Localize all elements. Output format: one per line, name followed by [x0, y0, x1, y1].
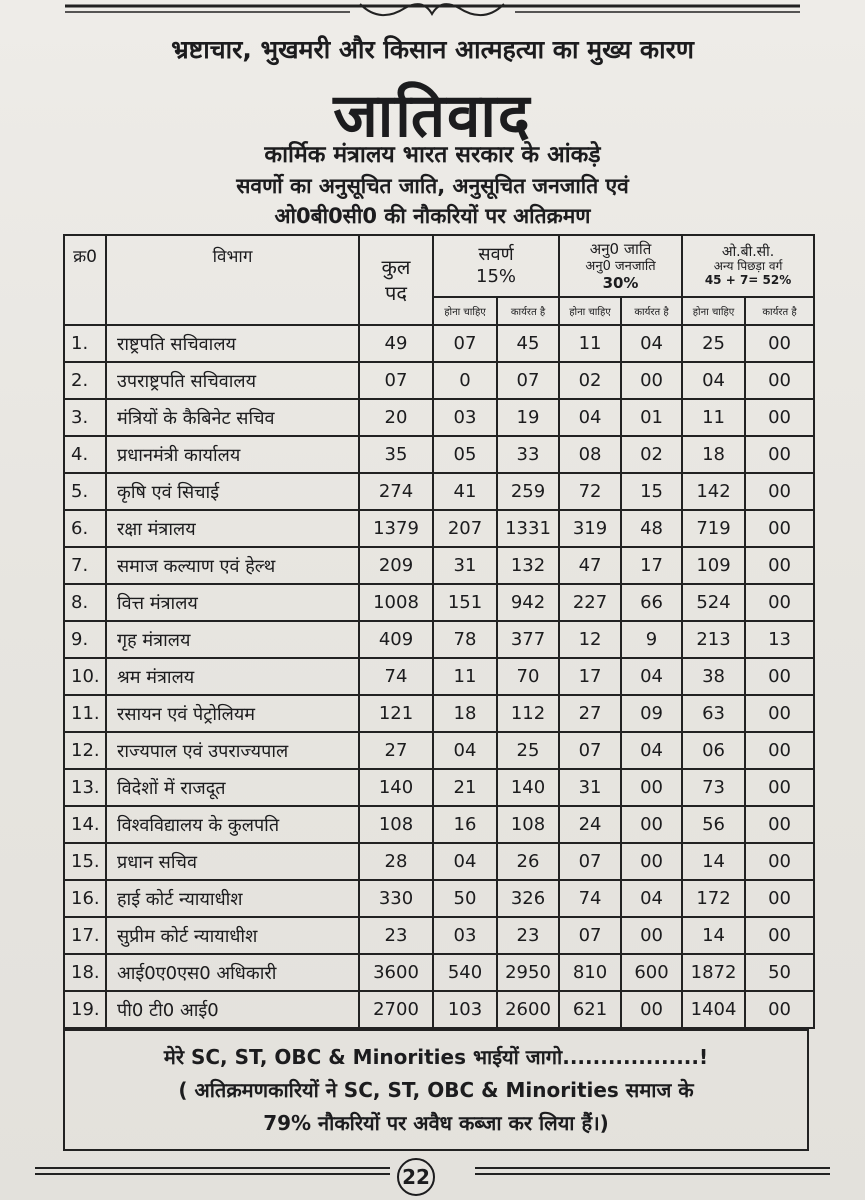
cell-savarna-working: 112 — [497, 695, 559, 732]
cell-sc-working: 04 — [621, 658, 682, 695]
cell-sn: 1. — [64, 325, 106, 362]
data-source: कार्मिक मंत्रालय भारत सरकार के आंकड़े — [264, 142, 601, 168]
table-row — [64, 880, 814, 917]
description-line-2: ओ0बी0सी0 की नौकरियों पर अतिक्रमण — [274, 204, 591, 228]
cell-sc-working: 00 — [621, 362, 682, 399]
cell-sc-should-be: 17 — [559, 658, 621, 695]
cell-total-posts: 28 — [359, 843, 433, 880]
cell-sn: 10. — [64, 658, 106, 695]
cell-obc-should-be: 04 — [682, 362, 745, 399]
cell-sc-working: 66 — [621, 584, 682, 621]
cell-sc-working: 04 — [621, 880, 682, 917]
cell-sn: 17. — [64, 917, 106, 954]
cell-obc-working: 00 — [745, 769, 814, 806]
cell-obc-working: 00 — [745, 325, 814, 362]
cell-total-posts: 35 — [359, 436, 433, 473]
cell-department: प्रधानमंत्री कार्यालय — [106, 436, 359, 473]
page-title: जातिवाद — [333, 81, 532, 151]
cell-total-posts: 23 — [359, 917, 433, 954]
table-body — [64, 325, 814, 1028]
cell-savarna-should-be: 0 — [433, 362, 497, 399]
cell-department: सुप्रीम कोर्ट न्यायाधीश — [106, 917, 359, 954]
table-row — [64, 362, 814, 399]
header-savarna-percent: 15% — [476, 266, 517, 287]
cell-department: उपराष्ट्रपति सचिवालय — [106, 362, 359, 399]
cell-sc-should-be: 227 — [559, 584, 621, 621]
cell-sn: 16. — [64, 880, 106, 917]
top-ornament — [60, 0, 805, 30]
cell-sn: 8. — [64, 584, 106, 621]
cell-obc-should-be: 213 — [682, 621, 745, 658]
cell-sc-working: 00 — [621, 917, 682, 954]
header-obc-line1: ओ.बी.सी. — [721, 244, 775, 260]
cell-sc-should-be: 31 — [559, 769, 621, 806]
cell-total-posts: 330 — [359, 880, 433, 917]
cell-sc-should-be: 07 — [559, 917, 621, 954]
cell-sn: 5. — [64, 473, 106, 510]
cell-obc-working: 00 — [745, 584, 814, 621]
cell-obc-working: 00 — [745, 843, 814, 880]
header-sc-percent: 30% — [602, 273, 639, 292]
header-total-posts — [359, 235, 433, 325]
cell-sn: 7. — [64, 547, 106, 584]
subheader-savarna-working: कार्यरत है — [497, 297, 559, 325]
table-row — [64, 954, 814, 991]
cell-obc-working: 00 — [745, 991, 814, 1028]
cell-savarna-working: 23 — [497, 917, 559, 954]
cell-obc-should-be: 73 — [682, 769, 745, 806]
cell-savarna-should-be: 18 — [433, 695, 497, 732]
cell-total-posts: 409 — [359, 621, 433, 658]
cell-obc-working: 00 — [745, 399, 814, 436]
cell-savarna-should-be: 07 — [433, 325, 497, 362]
cell-sc-working: 09 — [621, 695, 682, 732]
cell-savarna-should-be: 50 — [433, 880, 497, 917]
cell-savarna-working: 377 — [497, 621, 559, 658]
cell-total-posts: 209 — [359, 547, 433, 584]
table-row — [64, 732, 814, 769]
cell-obc-working: 00 — [745, 436, 814, 473]
cell-obc-working: 50 — [745, 954, 814, 991]
table-row — [64, 325, 814, 362]
cell-total-posts: 20 — [359, 399, 433, 436]
cell-sc-should-be: 02 — [559, 362, 621, 399]
cell-savarna-working: 45 — [497, 325, 559, 362]
cell-sc-should-be: 08 — [559, 436, 621, 473]
subheader-obc-should-be: होना चाहिए — [682, 297, 745, 325]
cell-obc-should-be: 172 — [682, 880, 745, 917]
cell-sc-working: 00 — [621, 769, 682, 806]
cell-sn: 11. — [64, 695, 106, 732]
cell-total-posts: 108 — [359, 806, 433, 843]
page-subtitle: भ्रष्टाचार, भुखमरी और किसान आत्महत्या का मुख्य कारण — [171, 35, 694, 64]
header-sc-st — [559, 235, 682, 297]
cell-savarna-working: 108 — [497, 806, 559, 843]
footer-message-box — [63, 1029, 809, 1151]
header-obc-percent: 45 + 7= 52% — [704, 273, 792, 287]
header-sc-line2: अनु0 जनजाति — [585, 258, 656, 274]
table-row — [64, 806, 814, 843]
cell-sn: 4. — [64, 436, 106, 473]
cell-savarna-working: 2600 — [497, 991, 559, 1028]
cell-department: राष्ट्रपति सचिवालय — [106, 325, 359, 362]
cell-sn: 3. — [64, 399, 106, 436]
table-row — [64, 769, 814, 806]
subheader-sc-working: कार्यरत है — [621, 297, 682, 325]
cell-sc-should-be: 07 — [559, 843, 621, 880]
cell-savarna-should-be: 04 — [433, 732, 497, 769]
cell-savarna-should-be: 31 — [433, 547, 497, 584]
header-total-line2: पद — [385, 281, 407, 305]
cell-department: रक्षा मंत्रालय — [106, 510, 359, 547]
header-obc — [682, 235, 814, 297]
cell-total-posts: 2700 — [359, 991, 433, 1028]
cell-savarna-should-be: 21 — [433, 769, 497, 806]
cell-sc-should-be: 319 — [559, 510, 621, 547]
cell-obc-should-be: 18 — [682, 436, 745, 473]
table-row — [64, 658, 814, 695]
cell-sn: 18. — [64, 954, 106, 991]
cell-obc-working: 00 — [745, 917, 814, 954]
header-department: विभाग — [106, 235, 359, 325]
cell-department: रसायन एवं पेट्रोलियम — [106, 695, 359, 732]
cell-sn: 19. — [64, 991, 106, 1028]
cell-savarna-should-be: 11 — [433, 658, 497, 695]
cell-savarna-should-be: 103 — [433, 991, 497, 1028]
cell-sc-should-be: 04 — [559, 399, 621, 436]
cell-savarna-working: 26 — [497, 843, 559, 880]
cell-obc-should-be: 25 — [682, 325, 745, 362]
cell-obc-working: 13 — [745, 621, 814, 658]
cell-obc-should-be: 14 — [682, 843, 745, 880]
cell-sc-working: 48 — [621, 510, 682, 547]
cell-obc-should-be: 1872 — [682, 954, 745, 991]
footer-line-3: 79% नौकरियों पर अवैध कब्जा कर लिया हैं।) — [263, 1111, 609, 1135]
cell-sn: 9. — [64, 621, 106, 658]
cell-sn: 13. — [64, 769, 106, 806]
cell-total-posts: 274 — [359, 473, 433, 510]
cell-savarna-working: 326 — [497, 880, 559, 917]
cell-savarna-working: 259 — [497, 473, 559, 510]
cell-savarna-working: 19 — [497, 399, 559, 436]
cell-total-posts: 121 — [359, 695, 433, 732]
cell-department: राज्यपाल एवं उपराज्यपाल — [106, 732, 359, 769]
cell-sn: 2. — [64, 362, 106, 399]
cell-sn: 6. — [64, 510, 106, 547]
cell-savarna-should-be: 04 — [433, 843, 497, 880]
table-row — [64, 399, 814, 436]
cell-total-posts: 49 — [359, 325, 433, 362]
cell-department: वित्त मंत्रालय — [106, 584, 359, 621]
cell-department: विदेशों में राजदूत — [106, 769, 359, 806]
table-row — [64, 510, 814, 547]
cell-savarna-should-be: 78 — [433, 621, 497, 658]
cell-sc-should-be: 74 — [559, 880, 621, 917]
cell-savarna-should-be: 03 — [433, 399, 497, 436]
cell-total-posts: 27 — [359, 732, 433, 769]
cell-obc-should-be: 11 — [682, 399, 745, 436]
cell-obc-working: 00 — [745, 695, 814, 732]
cell-obc-working: 00 — [745, 510, 814, 547]
cell-department: आई0ए0एस0 अधिकारी — [106, 954, 359, 991]
cell-department: मंत्रियों के कैबिनेट सचिव — [106, 399, 359, 436]
cell-sc-working: 600 — [621, 954, 682, 991]
header-savarna-label: सवर्ण — [478, 244, 514, 265]
header-obc-line2: अन्य पिछड़ा वर्ग — [713, 259, 783, 273]
cell-savarna-should-be: 207 — [433, 510, 497, 547]
cell-sc-working: 04 — [621, 325, 682, 362]
table-row — [64, 547, 814, 584]
table-row — [64, 584, 814, 621]
cell-savarna-should-be: 151 — [433, 584, 497, 621]
cell-department: हाई कोर्ट न्यायाधीश — [106, 880, 359, 917]
cell-sc-should-be: 11 — [559, 325, 621, 362]
cell-sc-should-be: 07 — [559, 732, 621, 769]
cell-savarna-working: 25 — [497, 732, 559, 769]
cell-obc-working: 00 — [745, 362, 814, 399]
header-total-line1: कुल — [381, 255, 411, 279]
cell-sc-should-be: 810 — [559, 954, 621, 991]
cell-total-posts: 74 — [359, 658, 433, 695]
cell-department: प्रधान सचिव — [106, 843, 359, 880]
cell-obc-working: 00 — [745, 806, 814, 843]
cell-savarna-working: 07 — [497, 362, 559, 399]
cell-obc-should-be: 63 — [682, 695, 745, 732]
header-savarna — [433, 235, 559, 297]
cell-sc-should-be: 47 — [559, 547, 621, 584]
cell-savarna-working: 140 — [497, 769, 559, 806]
table-row — [64, 917, 814, 954]
cell-department: विश्वविद्यालय के कुलपति — [106, 806, 359, 843]
footer-line-1: मेरे SC, ST, OBC & Minorities भाईयों जागो..................! — [163, 1045, 709, 1069]
table-row — [64, 991, 814, 1028]
header-sn: क्र0 — [64, 235, 106, 325]
cell-sc-should-be: 24 — [559, 806, 621, 843]
table-row — [64, 621, 814, 658]
cell-obc-should-be: 719 — [682, 510, 745, 547]
cell-obc-should-be: 06 — [682, 732, 745, 769]
cell-total-posts: 1379 — [359, 510, 433, 547]
cell-savarna-working: 2950 — [497, 954, 559, 991]
cell-department: श्रम मंत्रालय — [106, 658, 359, 695]
cell-savarna-working: 132 — [497, 547, 559, 584]
cell-savarna-should-be: 16 — [433, 806, 497, 843]
cell-sc-working: 17 — [621, 547, 682, 584]
cell-sc-working: 00 — [621, 843, 682, 880]
cell-total-posts: 3600 — [359, 954, 433, 991]
cell-total-posts: 1008 — [359, 584, 433, 621]
cell-total-posts: 140 — [359, 769, 433, 806]
cell-obc-working: 00 — [745, 732, 814, 769]
cell-sc-working: 01 — [621, 399, 682, 436]
header-sc-line1: अनु0 जाति — [589, 239, 652, 258]
cell-sc-working: 04 — [621, 732, 682, 769]
cell-obc-working: 00 — [745, 547, 814, 584]
cell-sc-working: 00 — [621, 991, 682, 1028]
cell-obc-should-be: 142 — [682, 473, 745, 510]
footer-line-2: ( अतिक्रमणकारियों ने SC, ST, OBC & Minorities समाज के — [178, 1078, 694, 1102]
cell-sc-working: 15 — [621, 473, 682, 510]
cell-obc-working: 00 — [745, 658, 814, 695]
cell-department: गृह मंत्रालय — [106, 621, 359, 658]
cell-sc-working: 00 — [621, 806, 682, 843]
cell-savarna-should-be: 03 — [433, 917, 497, 954]
description-line-1: सवर्णो का अनुसूचित जाति, अनुसूचित जनजाति एवं — [236, 174, 629, 198]
cell-sn: 12. — [64, 732, 106, 769]
subheader-sc-should-be: होना चाहिए — [559, 297, 621, 325]
cell-savarna-working: 942 — [497, 584, 559, 621]
cell-savarna-should-be: 05 — [433, 436, 497, 473]
cell-savarna-working: 1331 — [497, 510, 559, 547]
cell-sc-should-be: 12 — [559, 621, 621, 658]
cell-department: समाज कल्याण एवं हेल्थ — [106, 547, 359, 584]
table-row — [64, 473, 814, 510]
cell-total-posts: 07 — [359, 362, 433, 399]
cell-obc-should-be: 524 — [682, 584, 745, 621]
cell-obc-should-be: 109 — [682, 547, 745, 584]
cell-obc-should-be: 1404 — [682, 991, 745, 1028]
table-row — [64, 436, 814, 473]
cell-savarna-working: 70 — [497, 658, 559, 695]
cell-savarna-should-be: 540 — [433, 954, 497, 991]
data-table — [63, 234, 815, 1029]
subheader-obc-working: कार्यरत है — [745, 297, 814, 325]
cell-department: कृषि एवं सिचाई — [106, 473, 359, 510]
cell-sn: 15. — [64, 843, 106, 880]
cell-obc-should-be: 38 — [682, 658, 745, 695]
cell-sn: 14. — [64, 806, 106, 843]
cell-savarna-working: 33 — [497, 436, 559, 473]
cell-obc-should-be: 14 — [682, 917, 745, 954]
cell-savarna-should-be: 41 — [433, 473, 497, 510]
table-row — [64, 695, 814, 732]
subheader-savarna-should-be: होना चाहिए — [433, 297, 497, 325]
cell-sc-working: 02 — [621, 436, 682, 473]
cell-department: पी0 टी0 आई0 — [106, 991, 359, 1028]
cell-sc-should-be: 27 — [559, 695, 621, 732]
cell-sc-should-be: 72 — [559, 473, 621, 510]
cell-sc-working: 9 — [621, 621, 682, 658]
cell-obc-working: 00 — [745, 473, 814, 510]
cell-sc-should-be: 621 — [559, 991, 621, 1028]
table-row — [64, 843, 814, 880]
cell-obc-should-be: 56 — [682, 806, 745, 843]
page-number: 22 — [397, 1158, 435, 1196]
cell-obc-working: 00 — [745, 880, 814, 917]
